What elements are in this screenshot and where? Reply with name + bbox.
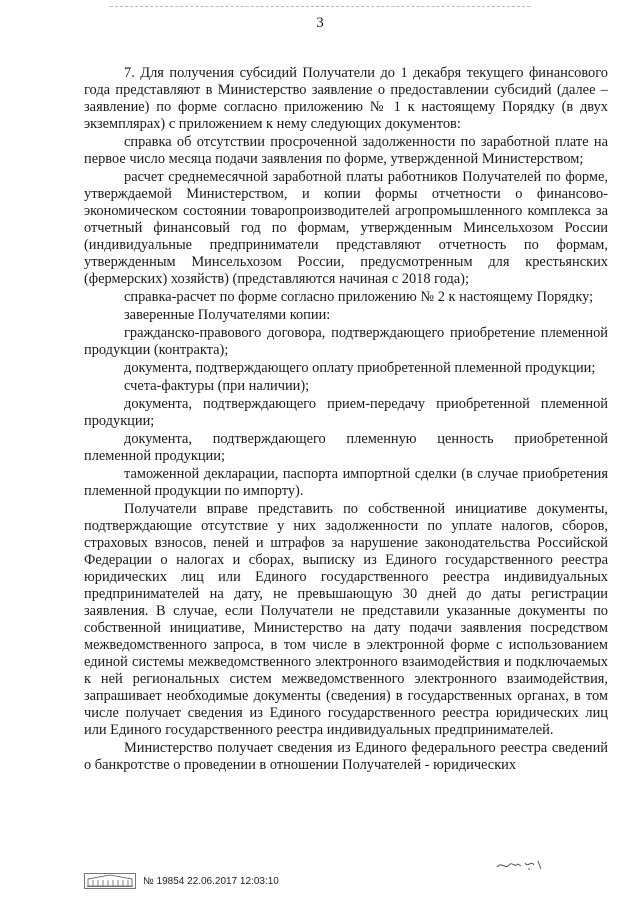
paragraph-payment-document: документа, подтверждающего оплату приобретенной племенной продукции; (124, 360, 596, 376)
paragraph-bankruptcy-register: Министерство получает сведения из Единого федерального реестра сведений о банкротстве о проведении в отношении Получателей - юридических (84, 740, 608, 773)
paragraph-own-initiative: Получатели вправе представить по собственной инициативе документы, подтверждающие отсутствие у них задолженности по уплате налогов, сборов, страховых взносов, пеней и штрафов за нарушение законодательства Российской Федерации о налогах и сборах, выписку из Единого государственного реестра юридических лиц или Единого государственного реестра индивидуальных предпринимателей на дату, не превышающую 30 дней до даты регистрации заявления. В случае, если Получатели не представили указанные документы по собственной инициативе, Министерство на дату подачи заявления посредством межведомственного запроса, в том числе в электронной форме с использованием единой системы межведомственного электронного взаимодействия и подключаемых к ней региональных систем межведомственного электронного взаимодействия, запрашивает необходимые документы (сведения) в государственных органах, в том числе получает сведения из Единого государственного реестра юридических лиц или Единого государственного реестра индивидуальных предпринимателей. (84, 501, 608, 738)
paragraph-certified-copies: заверенные Получателями копии: (124, 307, 331, 323)
paragraph-contract: гражданско-правового договора, подтверждающего приобретение племенной продукции (контракта); (84, 325, 608, 358)
signature-icon (494, 855, 546, 875)
paragraph-breeding-value-document: документа, подтверждающего племенную ценность приобретенной племенной продукции; (84, 431, 608, 464)
page-number: 3 (316, 15, 324, 31)
paragraph-item-7: 7. Для получения субсидий Получатели до 1 декабря текущего финансового года представляют в Министерство заявление о предоставлении субсидий (далее – заявление) по форме согласно приложению № 1 к настоящему Порядку (в двух экземплярах) с приложением к нему следующих документов: (84, 65, 608, 132)
footer (84, 873, 624, 893)
paragraph-salary-certificate: справка об отсутствии просроченной задолженности по заработной плате на первое число месяца подачи заявления по форме, утвержденной Министерством; (84, 134, 608, 167)
document-body (84, 65, 608, 774)
paragraph-invoice: счета-фактуры (при наличии); (124, 378, 310, 394)
paragraph-calculation-certificate: справка-расчет по форме согласно приложению № 2 к настоящему Порядку; (124, 289, 594, 305)
building-seal-icon (84, 873, 136, 889)
paragraph-wage-calculation: расчет среднемесячной заработной платы работников Получателей по форме, утверждаемой Министерством, и копии формы отчетности о финансово-экономическом состоянии товаропроизводителей агропромышленного комплекса за отчетный финансовый год по формам, утвержденным Минсельхозом России (индивидуальные предприниматели представляют отчетность по формам, утвержденным Минсельхозом России, предусмотренным для крестьянских (фермерских) хозяйств) (представляются начиная с 2018 года); (84, 169, 608, 287)
registration-stamp: № 19854 22.06.2017 12:03:10 (143, 876, 279, 887)
paragraph-customs-declaration: таможенной декларации, паспорта импортной сделки (в случае приобретения племенной продукции по импорту). (84, 466, 608, 499)
top-edge-line (110, 6, 530, 7)
paragraph-transfer-document: документа, подтверждающего прием-передачу приобретенной племенной продукции; (84, 396, 608, 429)
